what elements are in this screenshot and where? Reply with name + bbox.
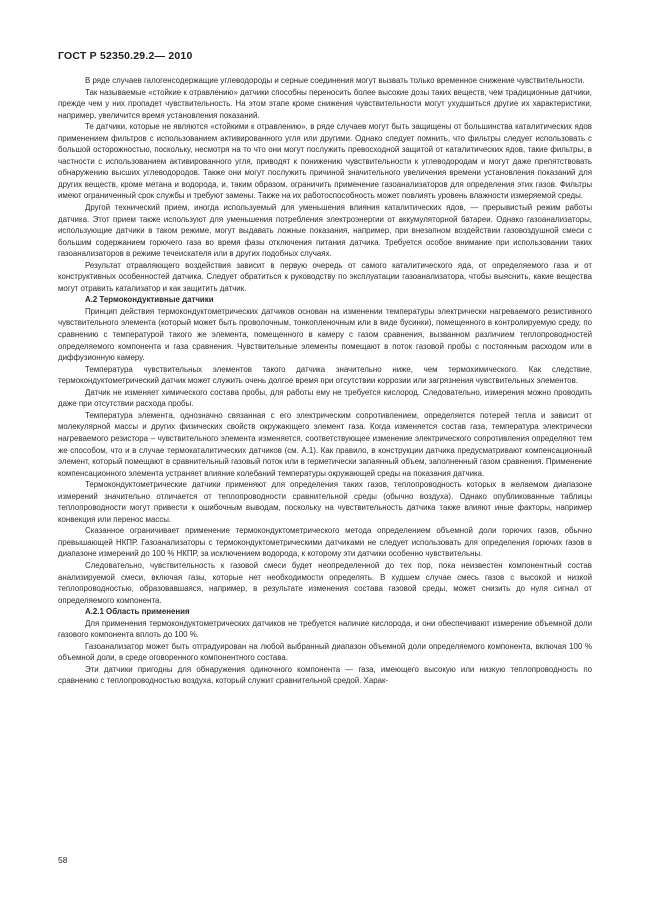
paragraph: Температура чувствительных элементов такого датчика значительно ниже, чем термохимического. Как следствие, термокондуктометрический датчик может служить очень долгое время при отсутствии коррозии или загрязнения чувствительных элементов. <box>58 364 592 386</box>
paragraph: Температура элемента, однозначно связанная с его электрическим сопротивлением, определяется потерей тепла и зависит от молекулярной массы и других физических свойств окружающего элемент газа. Когда изменяется состав газа, температура электрически нагреваемого резистора – чувствительного элемента изменяется, соответствующее изменение электрического сопротивления определяют тем же способом, что и в случае термокаталитических датчиков (см. А.1). Как правило, в конструкции датчика предусматривают компенсационный элемент, который помещают в сравнительный газовый поток или в герметически запаянный объем, заполненный газом сравнения. Применение компенсационного элемента устраняет влияние колебаний температуры окружающей среды на показания датчика. <box>58 410 592 478</box>
document-body <box>58 75 592 687</box>
paragraph: Другой технический прием, иногда используемый для уменьшения влияния каталитических ядов, — прерывистый режим работы датчика. Этот прием также используют для уменьшения потребления электроэнергии от аккумуляторной батареи. Однако газоанализаторы, использующие датчики в таком режиме, могут выдавать ложные показания, например, при внезапном воздействии газовоздушной смеси с большим содержанием горючего газа во время фазы отключения питания датчика. Требуется особое внимание при использовании таких газоанализаторов в режиме течеискателя или в других подобных случаях. <box>58 203 592 259</box>
paragraph: Результат отравляющего воздействия зависит в первую очередь от самого каталитического яда, от определяемого газа и от конструктивных особенностей датчика. Следует обратиться к руководству по эксплуатации газоанализатора, чтобы выяснить, какие вещества могут отравить катализатор и как защитить датчик. <box>58 260 592 293</box>
paragraph: Принцип действия термокондуктометрических датчиков основан на изменении температуры электрически нагреваемого резистивного чувствительного элемента (который может быть проволочным, тонкопленочным или в виде бусинки), помещенного в контролируемую среду, по сравнению с температурой такого же элемента, помещенного в камеру с газом сравнения, вызванном различием теплопроводностей определяемого компонента и газа сравнения. Чувствительные элементы помещают в поток газовой пробы с постоянным расходом или в диффузионную камеру. <box>58 306 592 363</box>
paragraph: Так называемые «стойкие к отравлению» датчики способны переносить более высокие дозы таких веществ, чем традиционные датчики, прежде чем у них пропадет чувствительность. На этом этапе кроме снижения чувствительности могут ухудшиться другие их характеристики, например, увеличится время установления показаний. <box>58 87 592 120</box>
paragraph: Эти датчики пригодны для обнаружения одиночного компонента — газа, имеющего высокую или низкую теплопроводность по сравнению с теплопроводностью воздуха, который служит сравнительной средой. Харак- <box>58 664 592 686</box>
paragraph: Для применения термокондуктометрических датчиков не требуется наличие кислорода, и они обеспечивают измерение объемной доли газового компонента вплоть до 100 %. <box>58 618 592 640</box>
paragraph: Термокондуктометрические датчики применяют для определения таких газов, теплопроводность которых в желаемом диапазоне измерений значительно отличается от теплопроводности сравнительной среды (обычно воздуха). Однако опубликованные таблицы теплопроводности могут привести к ошибочным выводам, поскольку на чувствительность датчика также влияют иные факторы, например конвекция или перенос массы. <box>58 480 592 524</box>
paragraph: Датчик не изменяет химического состава пробы, для работы ему не требуется кислород. Следовательно, измерения можно проводить даже при отсутствии расхода пробы. <box>58 387 592 409</box>
paragraph: В ряде случаев галогенсодержащие углеводороды и серные соединения могут вызвать только временное снижение чувствительности. <box>85 76 585 85</box>
section-heading-a2: А.2 Термокондуктивные датчики <box>85 295 214 305</box>
document-header: ГОСТ Р 52350.29.2— 2010 <box>58 50 193 62</box>
paragraph: Газоанализатор может быть отградуирован на любой выбранный диапазон объемной доли определяемого компонента, включая 100 % объемной доли, в среде оговоренного компонентного состава. <box>58 641 592 663</box>
paragraph: Следовательно, чувствительность к газовой смеси будет неопределенной до тех пор, пока неизвестен компонентный состав анализируемой смеси, включая газы, которые нет необходимости определять. В худшем случае смесь газов с высокой и низкой теплопроводностью, образовавшаяся, например, в результате изменения состава газовой среды, может снизить до нуля сигнал от определяемого компонента. <box>58 560 592 605</box>
paragraph: Те датчики, которые не являются «стойкими к отравлению», в ряде случаев могут быть защищены от большинства каталитических ядов применением фильтров с использованием активированного угля или другими. Однако следует помнить, что фильтры следует использовать с большой осторожностью, поскольку, несмотря на то что они могут послужить превосходной защитой от каталитических ядов, такие фильтры, в частности с использованием активированного угля, приводят к понижению чувствительности к углеводородам и могут даже препятствовать обнаружению высших углеводородов. Также они могут послужить причиной значительного увеличения времени установления показаний для других веществ, кроме метана и водорода, и, таким образом, ограничить применение газоанализаторов для определения этих газов. Фильтры имеют ограниченный срок службы и требуют замены. Также на их работоспособность может повлиять уровень влажности измеряемой среды. <box>58 122 592 201</box>
page-number: 58 <box>58 855 68 865</box>
paragraph: Сказанное ограничивает применение термокондуктометрического метода определением объемной доли горючих газов, обычно превышающей НКПР. Газоанализаторы с термокондуктометрическими датчиками не следует использовать для определения горючих газов в диапазоне измерений до 100 % НКПР, за исключением водорода, к которому эти датчики особенно чувствительны. <box>58 526 592 559</box>
section-heading-a21: А.2.1 Область применения <box>85 607 190 617</box>
